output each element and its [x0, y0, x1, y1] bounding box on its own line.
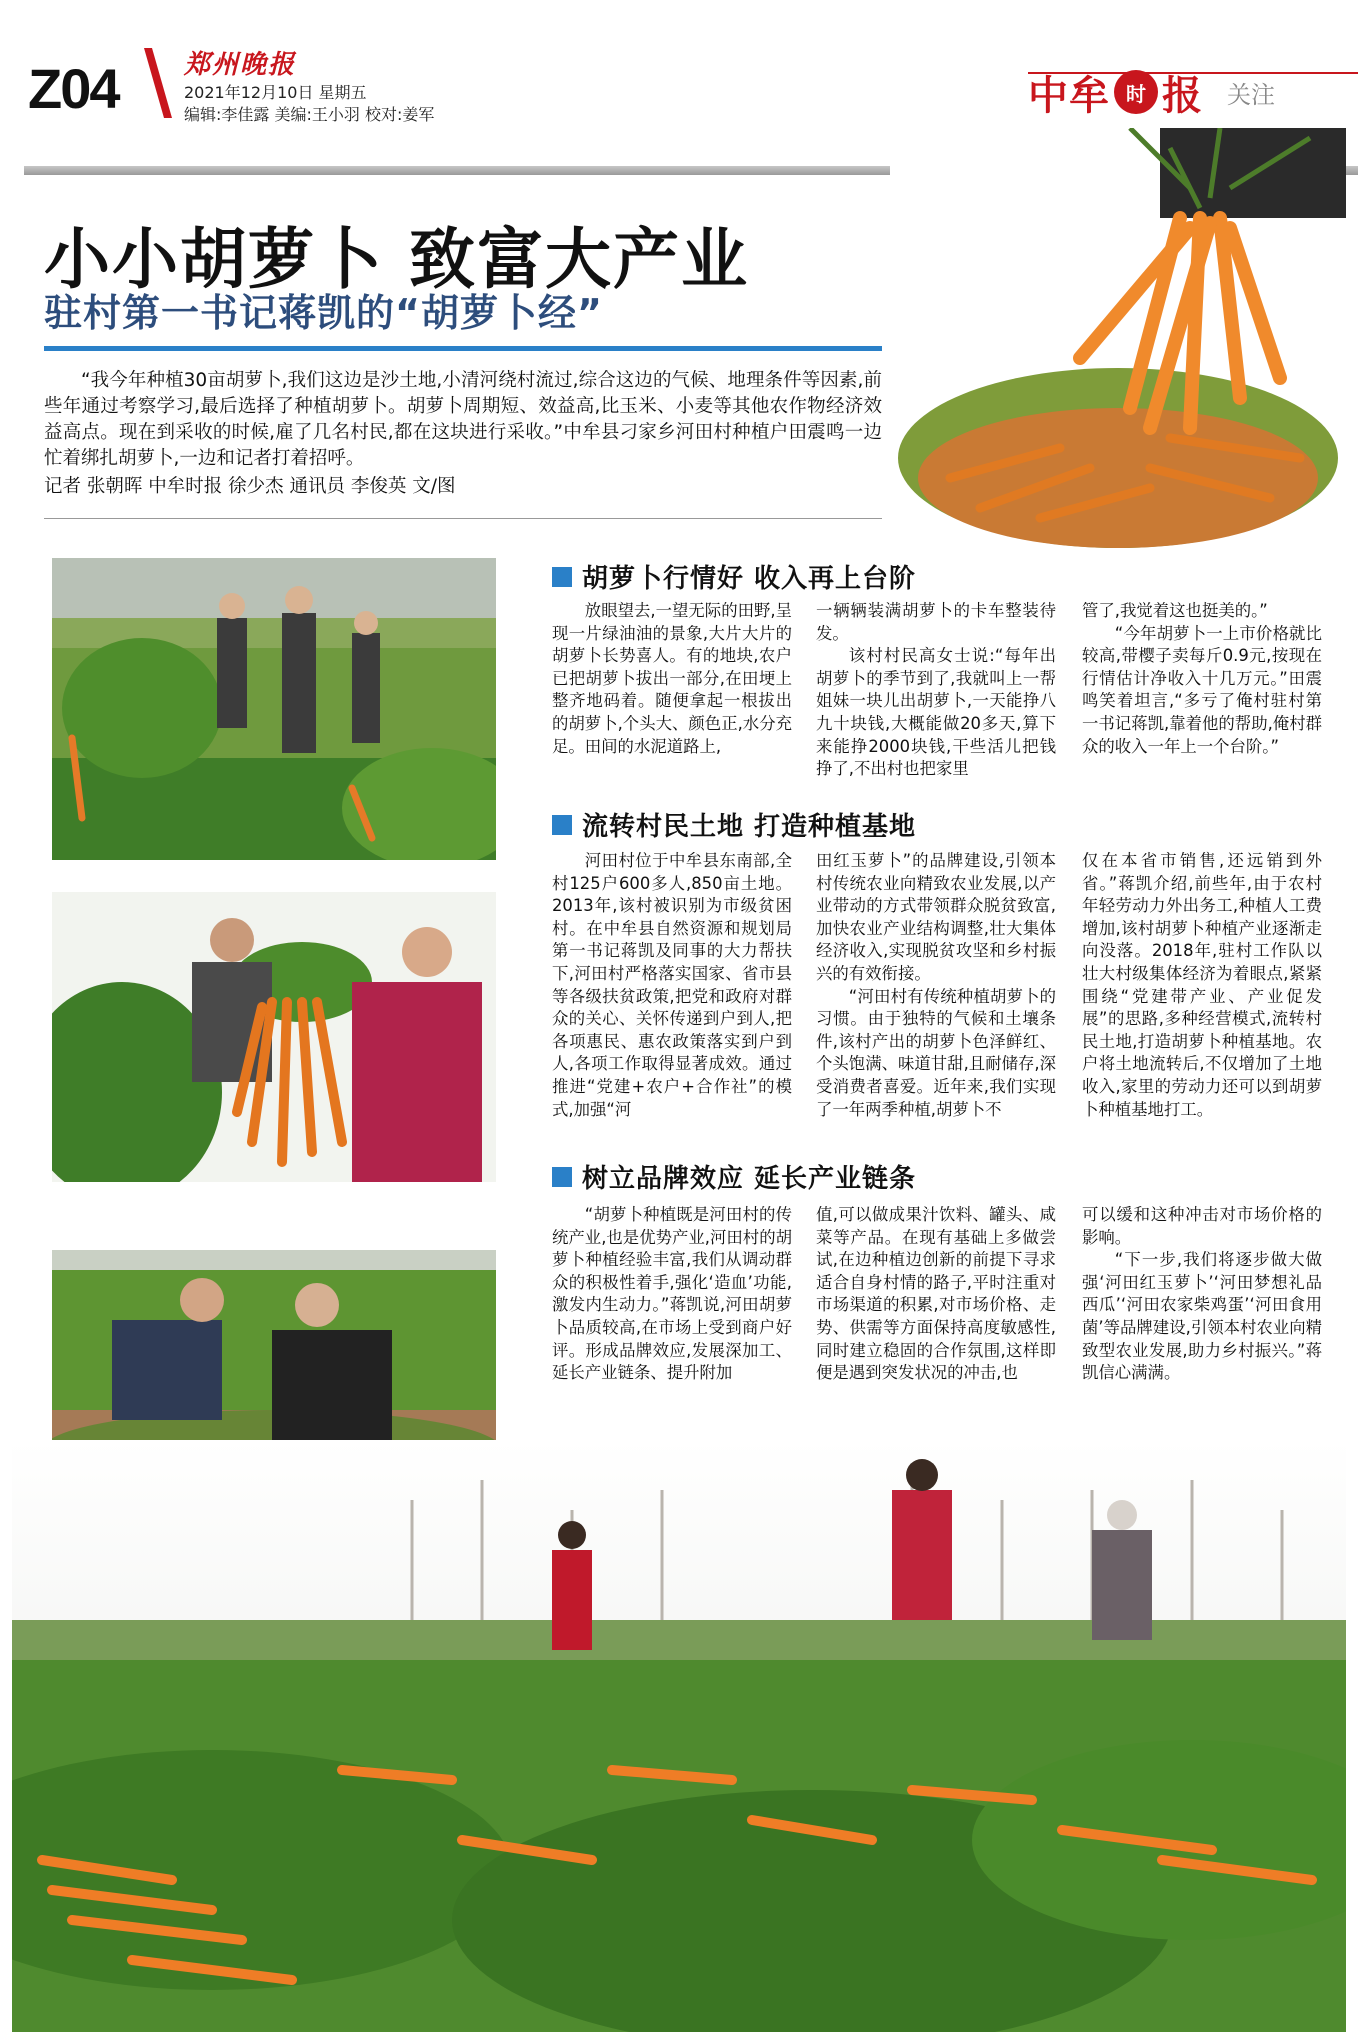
paragraph-continued: 仅在本省市销售,还远销到外省。”蒋凯介绍,前些年,由于农村年轻劳动力外出务工,种植人工费增加,该村胡萝卜种植产业逐渐走向没落。2018年,驻村工作队以壮大村级集体经济为着眼点,紧紧围绕“党建带产业、产业促发展”的思路,多种经营模式,流转村民土地,打造胡萝卜种植基地。农户将土地流转后,不仅增加了土地收入,家里的劳动力还可以到胡萝卜种植基地打工。	[1082, 851, 1322, 1119]
section-heading-brand	[552, 1158, 916, 1195]
section-name: 关注	[1227, 80, 1275, 109]
paragraph: “胡萝卜种植既是河田村的传统产业,也是优势产业,河田村的胡萝卜种植经验丰富,我们从调动群众的积极性着手,强化‘造血’功能,激发内生动力。”蒋凯说,河田胡萝卜品质较高,在市场上受到商户好评。形成品牌效应,发展深加工、延长产业链条、提升附加	[552, 1205, 792, 1383]
paragraph: 放眼望去,一望无际的田野,呈现一片绿油油的景象,大片大片的胡萝卜长势喜人。有的地块,农户已把胡萝卜拔出一部分,在田埂上整齐地码着。随便拿起一根拔出的胡萝卜,个头大、颜色正,水分充足。田间的水泥道路上,	[552, 601, 792, 756]
paragraph-continued: 一辆辆装满胡萝卜的卡车整装待发。	[816, 601, 1056, 643]
lead-rule	[44, 518, 882, 519]
section-3-column-2	[816, 1204, 1056, 1385]
section-heading-text: 胡萝卜行情好 收入再上台阶	[582, 564, 917, 594]
newspaper-name: 郑州晚报	[184, 50, 297, 80]
section-heading-text: 树立品牌效应 延长产业链条	[582, 1164, 917, 1194]
editor-credits: 编辑:李佳露 美编:王小羽 校对:姜军	[184, 105, 435, 124]
paragraph-continued: 田红玉萝卜”的品牌建设,引领本村传统农业向精致农业发展,以产业带动的方式带领群众脱贫致富,加快农业产业结构调整,壮大集体经济收入,实现脱贫攻坚和乡村振兴的有效衔接。	[816, 851, 1056, 983]
photo-villagers-with-carrots	[52, 892, 496, 1182]
section-marker-icon	[552, 567, 572, 587]
masthead	[12, 44, 1346, 132]
issue-date: 2021年12月10日 星期五	[184, 83, 367, 102]
section-heading-market	[552, 558, 916, 595]
lead-paragraph: “我今年种植30亩胡萝卜,我们这边是沙土地,小清河绕村流过,综合这边的气候、地理条件等因素,前些年通过考察学习,最后选择了种植胡萝卜。胡萝卜周期短、效益高,比玉米、小麦等其他农作物经济效益高点。现在到采收的时候,雇了几名村民,都在这块进行采收。”中牟县刁家乡河田村种植户田震鸣一边忙着绑扎胡萝卜,一边和记者打着招呼。	[44, 370, 882, 469]
section-2-column-1	[552, 850, 792, 1121]
masthead-slash-mark	[136, 44, 176, 120]
paragraph-continued: 可以缓和这种冲击对市场价格的影响。	[1082, 1205, 1322, 1247]
brand-circle: 时	[1114, 70, 1158, 114]
paragraph-continued: 值,可以做成果汁饮料、罐头、咸菜等产品。在现有基础上多做尝试,在边种植边创新的前提下寻求适合自身村情的路子,平时注重对市场渠道的积累,对市场价格、走势、供需等方面保持高度敏感性,同时建立稳固的合作氛围,这样即便是遇到突发状况的冲击,也	[816, 1205, 1056, 1383]
section-2-column-3	[1082, 850, 1322, 1121]
subheadline: 驻村第一书记蒋凯的“胡萝卜经”	[44, 291, 603, 335]
section-3-column-1	[552, 1204, 792, 1385]
section-1-column-1	[552, 600, 792, 758]
section-1-column-3	[1082, 600, 1322, 758]
photo-officials-in-field	[52, 558, 496, 860]
section-heading-text: 流转村民土地 打造种植基地	[582, 812, 917, 842]
section-3-column-3	[1082, 1204, 1322, 1385]
headline: 小小胡萝卜 致富大产业	[44, 221, 749, 298]
section-marker-icon	[552, 1167, 572, 1187]
paragraph: 该村村民高女士说:“每年出胡萝卜的季节到了,我就叫上一帮姐妹一块儿出胡萝卜,一天能挣八九十块钱,大概能做20多天,算下来能挣2000块钱,干些活儿把钱挣了,不出村也把家里	[816, 646, 1056, 779]
title-rule	[44, 346, 882, 351]
paragraph: “下一步,我们将逐步做大做强‘河田红玉萝卜’‘河田梦想礼品西瓜’‘河田农家柴鸡蛋’‘河田食用菌’等品牌建设,引领本村农业向精致型农业发展,助力乡村振兴。”蒋凯信心满满。	[1082, 1250, 1322, 1383]
paragraph-continued: 管了,我觉着这也挺美的。”	[1082, 601, 1268, 620]
page-number: Z04	[28, 57, 119, 120]
brand-left: 中牟	[1028, 72, 1110, 119]
section-1-column-2	[816, 600, 1056, 781]
section-heading-land	[552, 806, 916, 843]
brand-logo	[1028, 64, 1275, 120]
paragraph: 河田村位于中牟县东南部,全村125户600多人,850亩土地。2013年,该村被识别为市级贫困村。在中牟县自然资源和规划局第一书记蒋凯及同事的大力帮扶下,河田村严格落实国家、省市县等各级扶贫政策,把党和政府对群众的关心、关怀传递到户到人,把各项惠民、惠农政策落实到户到人,各项工作取得显著成效。通过推进“党建+农户+合作社”的模式,加强“河	[552, 851, 792, 1119]
section-marker-icon	[552, 815, 572, 835]
section-2-column-2	[816, 850, 1056, 1121]
byline: 记者 张朝晖 中牟时报 徐少杰 通讯员 李俊英 文/图	[44, 476, 456, 497]
paragraph: “河田村有传统种植胡萝卜的习惯。由于独特的气候和土壤条件,该村产出的胡萝卜色泽鲜红、个头饱满、味道甘甜,且耐储存,深受消费者喜爱。近年来,我们实现了一年两季种植,胡萝卜不	[816, 986, 1056, 1119]
photo-harvest-field	[12, 1440, 1346, 2032]
brand-right: 报	[1162, 72, 1203, 119]
photo-carrot-bundle	[890, 128, 1346, 548]
paragraph: “今年胡萝卜一上市价格就比较高,带樱子卖每斤0.9元,按现在行情估计净收入十几万元。”田震鸣笑着坦言,“多亏了俺村驻村第一书记蒋凯,靠着他的帮助,俺村群众的收入一年上一个台阶。”	[1082, 623, 1322, 756]
